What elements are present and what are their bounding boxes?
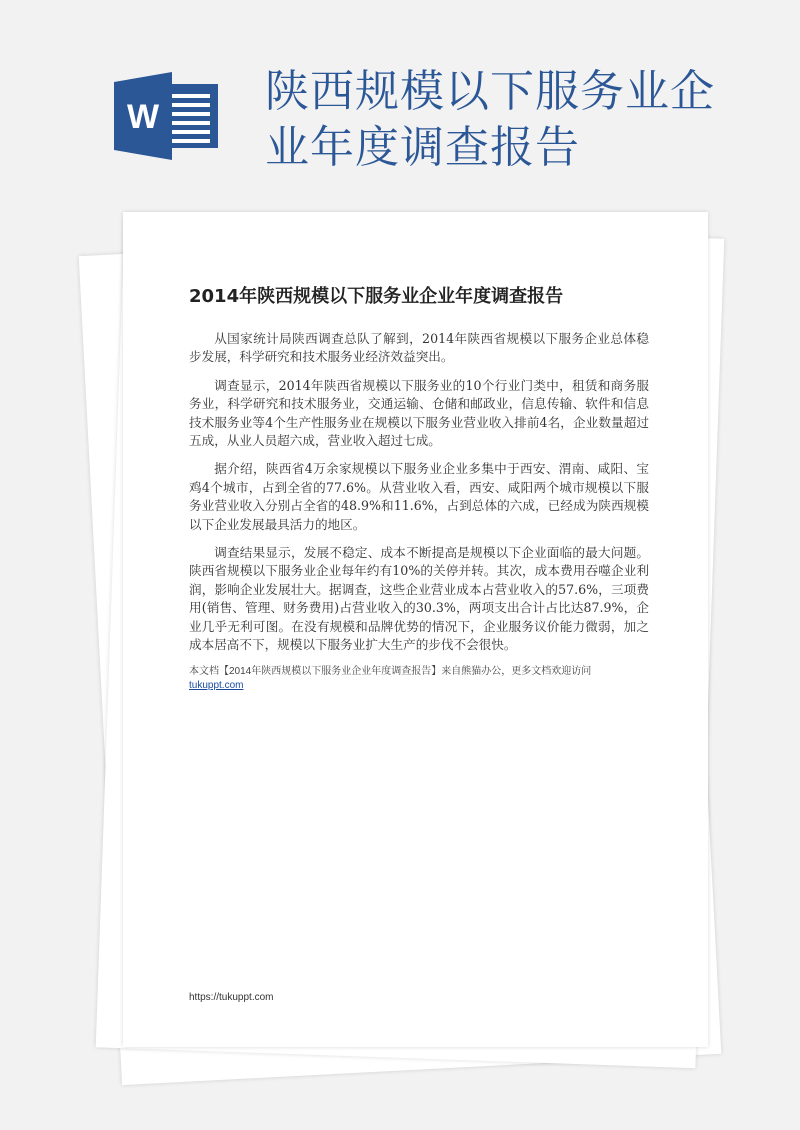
svg-text:W: W [126, 98, 160, 136]
source-note [189, 665, 649, 693]
source-link[interactable]: tukuppt.com [189, 679, 244, 691]
paragraph: 调查结果显示，发展不稳定、成本不断提高是规模以下企业面临的最大问题。陕西省规模以下服务业企业每年约有10%的关停并转。其次，成本费用吞噬企业利润，影响企业发展壮大。据调查，这些企业营业成本占营业收入的57.6%，三项费用(销售、管理、财务费用)占营业收入的30.3%，两项支出合计占比达87.9%，企业几乎无利可图。在没有规模和品牌优势的情况下，企业服务议价能力微弱，加之成本居高不下，规模以下服务业扩大生产的步伐不会很快。 [189, 545, 649, 653]
paragraph: 调查显示，2014年陕西省规模以下服务业的10个行业门类中，租赁和商务服务业，科学研究和技术服务业，交通运输、仓储和邮政业，信息传输、软件和信息技术服务业等4个生产性服务业在规模以下服务业营业收入排前4名，企业数量超过五成，从业人员超六成，营业收入超过七成。 [189, 377, 649, 449]
source-text: 本文档【2014年陕西规模以下服务业企业年度调查报告】来自熊猫办公，更多文档欢迎访问 [189, 665, 592, 677]
document-page [123, 212, 708, 1047]
page-title: 陕西规模以下服务业企业年度调查报告 [265, 66, 715, 173]
document-heading: 2014年陕西规模以下服务业企业年度调查报告 [189, 286, 564, 307]
paragraph: 从国家统计局陕西调查总队了解到，2014年陕西省规模以下服务企业总体稳步发展，科学研究和技术服务业经济效益突出。 [189, 331, 649, 365]
document-body [189, 330, 649, 693]
footer-url: https://tukuppt.com [189, 992, 274, 1003]
word-icon [110, 70, 222, 162]
paragraph: 据介绍，陕西省4万余家规模以下服务业企业多集中于西安、渭南、咸阳、宝鸡4个城市，占到全省的77.6%。从营业收入看，西安、咸阳两个城市规模以下服务业营业收入分别占全省的48.9%和11.6%，占到总体的六成，已经成为陕西规模以下企业发展最具活力的地区。 [189, 461, 649, 532]
